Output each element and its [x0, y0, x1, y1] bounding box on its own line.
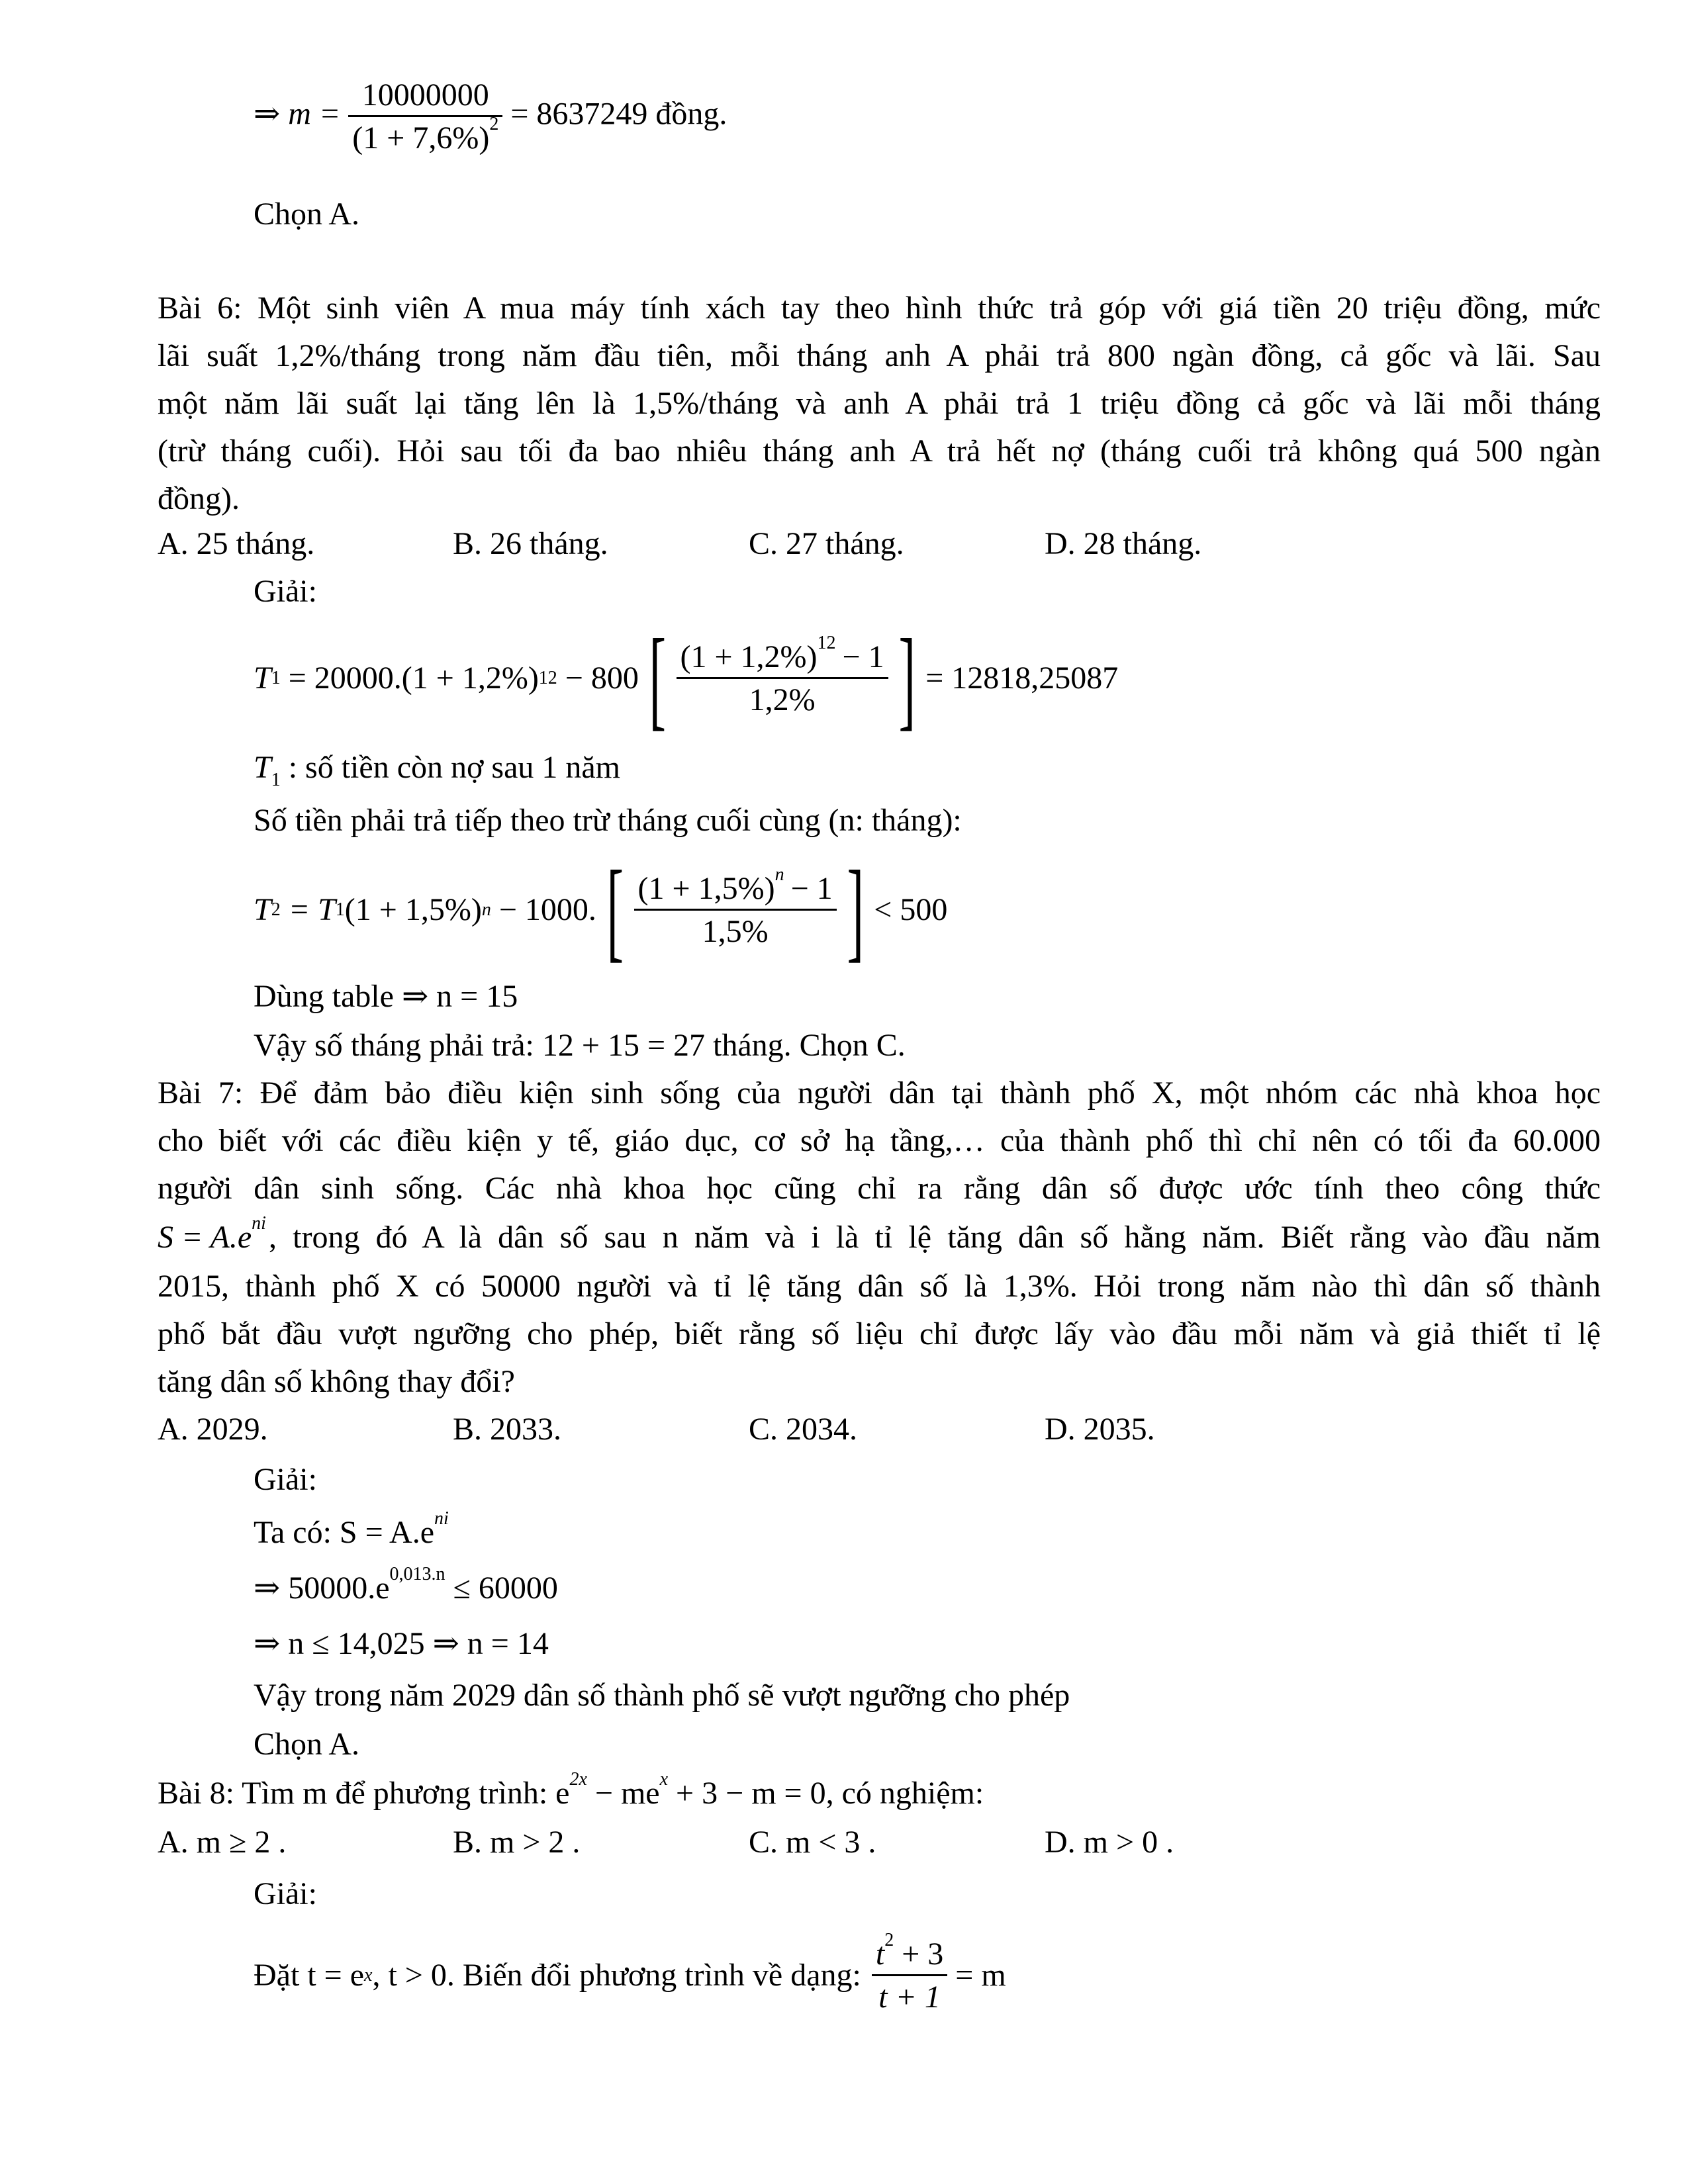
bai6-option-c: C. 27 tháng.: [749, 526, 904, 561]
bai7-choose: Chọn A.: [254, 1727, 360, 1762]
t1-numerator: [677, 632, 888, 679]
t1-desc-symbol: T: [254, 750, 271, 785]
t1-denominator: 1,2%: [749, 682, 816, 717]
bai6-line-4: (trừ tháng cuối). Hỏi sau tối đa bao nhiêu tháng anh A trả hết nợ (tháng cuối trả không quá 500 ngàn: [158, 433, 1601, 469]
t2-denominator: 1,5%: [702, 913, 769, 949]
bai8-denominator: t + 1: [878, 1979, 941, 2015]
formula-result: = 8637249 đồng.: [510, 96, 727, 132]
fraction: [348, 79, 502, 154]
t1-symbol: T: [254, 660, 271, 696]
bai7-ta-co-exp: ni: [434, 1508, 449, 1529]
numerator: 10000000: [348, 79, 502, 117]
bai7-step1-tail: ≤ 60000: [445, 1570, 558, 1606]
left-bracket: [: [649, 616, 666, 741]
denominator: [348, 114, 502, 156]
bai7-formula-inline: [158, 1213, 266, 1255]
bai6-conclusion: Vậy số tháng phải trả: 12 + 15 = 27 tháng. Chọn C.: [254, 1028, 906, 1063]
t1-num-text: (1 + 1,2%): [680, 639, 818, 674]
bai8-q-exp1: 2x: [569, 1769, 587, 1790]
bai7-conclusion: Vậy trong năm 2029 dân số thành phố sẽ vượt ngưỡng cho phép: [254, 1678, 1070, 1713]
bai8-dat-a: Đặt t = e: [254, 1958, 365, 1993]
bai7-step2: ⇒ n ≤ 14,025 ⇒ n = 14: [254, 1626, 549, 1661]
bai7-option-a: A. 2029.: [158, 1412, 268, 1447]
bai7-line-7: tăng dân số không thay đổi?: [158, 1364, 515, 1399]
t2-fraction: [634, 864, 837, 949]
bai6-line-5: đồng).: [158, 481, 240, 516]
bai8-num-b: + 3: [894, 1936, 944, 1972]
bai8-option-a: A. m ≥ 2 .: [158, 1825, 287, 1860]
t2-num-tail: − 1: [790, 870, 833, 906]
bai6-option-a: A. 25 tháng.: [158, 526, 315, 561]
bai8-numerator: [872, 1929, 947, 1976]
choose-a-top: Chọn A.: [254, 197, 360, 232]
t2-result: < 500: [874, 892, 948, 927]
bai8-giai: Giải:: [254, 1876, 317, 1911]
bai7-ta-co: [254, 1508, 449, 1550]
t1-formula: T 1 = 20000.(1 + 1,2%) 12 − 800 [ $\frac{(1 + 1,2\%)^{12} - 1}{1,2\%}$ ] = 12818,25087: [254, 616, 1119, 741]
formula-prefix: ⇒ m =: [254, 96, 341, 132]
t2-num-exp: n: [774, 864, 784, 885]
bai7-line-4: [158, 1213, 1601, 1255]
t2-minus: − 1000.: [498, 892, 596, 927]
bai7-step1-exp: 0,013.n: [389, 1564, 445, 1584]
bai7-formula-rest: , trong đó A là dân số sau n năm và i là tỉ lệ tăng dân số hằng năm. Biết rằng vào đầu năm: [268, 1220, 1601, 1255]
bai7-line-3: người dân sinh sống. Các nhà khoa học cũng chỉ ra rằng dân số được ước tính theo công thức: [158, 1171, 1601, 1206]
t2-symbol: T: [254, 892, 271, 927]
denominator-text: (1 + 7,6%): [352, 120, 490, 156]
bai7-line-2: cho biết với các điều kiện y tế, giáo dục, cơ sở hạ tầng,… của thành phố thì chỉ nên có tối đa 60.000: [158, 1123, 1601, 1158]
table-line: Dùng table ⇒ n = 15: [254, 979, 518, 1014]
t2-paren: (1 + 1,5%): [344, 892, 482, 927]
bai6-line-1: Bài 6: Một sinh viên A mua máy tính xách tay theo hình thức trả góp với giá tiền 20 triệu đồng, mức: [158, 291, 1601, 326]
bai7-formula-s: S = A.e: [158, 1220, 252, 1255]
bai6-option-d: D. 28 tháng.: [1045, 526, 1202, 561]
bai8-q-a: Bài 8: Tìm m để phương trình: e: [158, 1776, 570, 1811]
t1-num-tail: − 1: [842, 639, 884, 674]
bai8-option-c: C. m < 3 .: [749, 1825, 876, 1860]
t2-intro: Số tiền phải trả tiếp theo trừ tháng cuối cùng (n: tháng):: [254, 803, 962, 838]
t1-minus: − 800: [565, 660, 639, 696]
t1-num-exp: 12: [817, 632, 836, 653]
bai8-q-c: + 3 − m = 0, có nghiệm:: [668, 1776, 984, 1811]
bai8-q-exp2: x: [659, 1769, 669, 1790]
bai8-num-t: t: [875, 1936, 885, 1972]
t1-fraction: [677, 632, 888, 717]
bai8-option-b: B. m > 2 .: [453, 1825, 581, 1860]
bai7-line-5: 2015, thành phố X có 50000 người và tỉ lệ tăng dân số là 1,3%. Hỏi trong năm nào thì dân số thành: [158, 1269, 1601, 1304]
right-bracket: ]: [898, 616, 915, 741]
bai7-step1: [254, 1564, 558, 1606]
bai7-ta-co-text: Ta có: S = A.e: [254, 1515, 434, 1550]
t2-numerator: [634, 864, 837, 911]
t1-main: = 20000.(1 + 1,2%): [288, 660, 539, 696]
bai7-formula-exp: ni: [252, 1213, 266, 1234]
bai8-option-d: D. m > 0 .: [1045, 1825, 1174, 1860]
bai6-option-b: B. 26 tháng.: [453, 526, 608, 561]
bai6-line-3: một năm lãi suất lại tăng lên là 1,5%/tháng và anh A phải trả 1 triệu đồng cả gốc và lãi mỗi tháng: [158, 386, 1601, 421]
bai8-frac-rhs: = m: [955, 1958, 1006, 1993]
bai7-option-c: C. 2034.: [749, 1412, 858, 1447]
t1-description: [254, 750, 621, 790]
bai7-giai: Giải:: [254, 1462, 317, 1497]
t1-result: = 12818,25087: [925, 660, 1119, 696]
bai8-fraction: [872, 1929, 947, 2015]
right-bracket-2: ]: [847, 848, 864, 972]
bai8-num-exp: 2: [884, 1929, 894, 1950]
bai8-dat: Đặt t = e x , t > 0. Biến đổi phương trình về dạng: $\frac{t^2 + 3}{t + 1}$ = m: [254, 1929, 1006, 2015]
t1-desc-text: : số tiền còn nợ sau 1 năm: [280, 750, 621, 785]
bai7-step1-text: ⇒ 50000.e: [254, 1570, 390, 1606]
bai8-q-b: − me: [586, 1776, 660, 1811]
bai7-option-d: D. 2035.: [1045, 1412, 1155, 1447]
bai8-dat-b: , t > 0. Biến đổi phương trình về dạng:: [372, 1958, 861, 1993]
bai6-giai: Giải:: [254, 574, 317, 609]
bai7-line-1: Bài 7: Để đảm bảo điều kiện sinh sống của người dân tại thành phố X, một nhóm các nhà khoa học: [158, 1075, 1601, 1111]
t2-num-text: (1 + 1,5%): [637, 870, 775, 906]
denominator-exponent: 2: [489, 114, 499, 134]
t2-formula: T 2 = T 1 (1 + 1,5%) n − 1000. [ $\frac{(1 + 1,5\%)^n - 1}{1,5\%}$ ] < 500: [254, 848, 948, 972]
left-bracket-2: [: [606, 848, 624, 972]
bai7-line-6: phố bắt đầu vượt ngưỡng cho phép, biết rằng số liệu chỉ được lấy vào đầu mỗi năm và giả thiết tỉ lệ: [158, 1316, 1601, 1351]
t2-main: = T: [288, 892, 336, 927]
t1-desc-subscript: 1: [271, 770, 281, 790]
bai7-option-b: B. 2033.: [453, 1412, 562, 1447]
bai6-line-2: lãi suất 1,2%/tháng trong năm đầu tiên, mỗi tháng anh A phải trả 800 ngàn đồng, cả gốc và lãi. Sau: [158, 338, 1601, 373]
bai8-question: [158, 1769, 984, 1811]
formula-m: [254, 79, 727, 154]
